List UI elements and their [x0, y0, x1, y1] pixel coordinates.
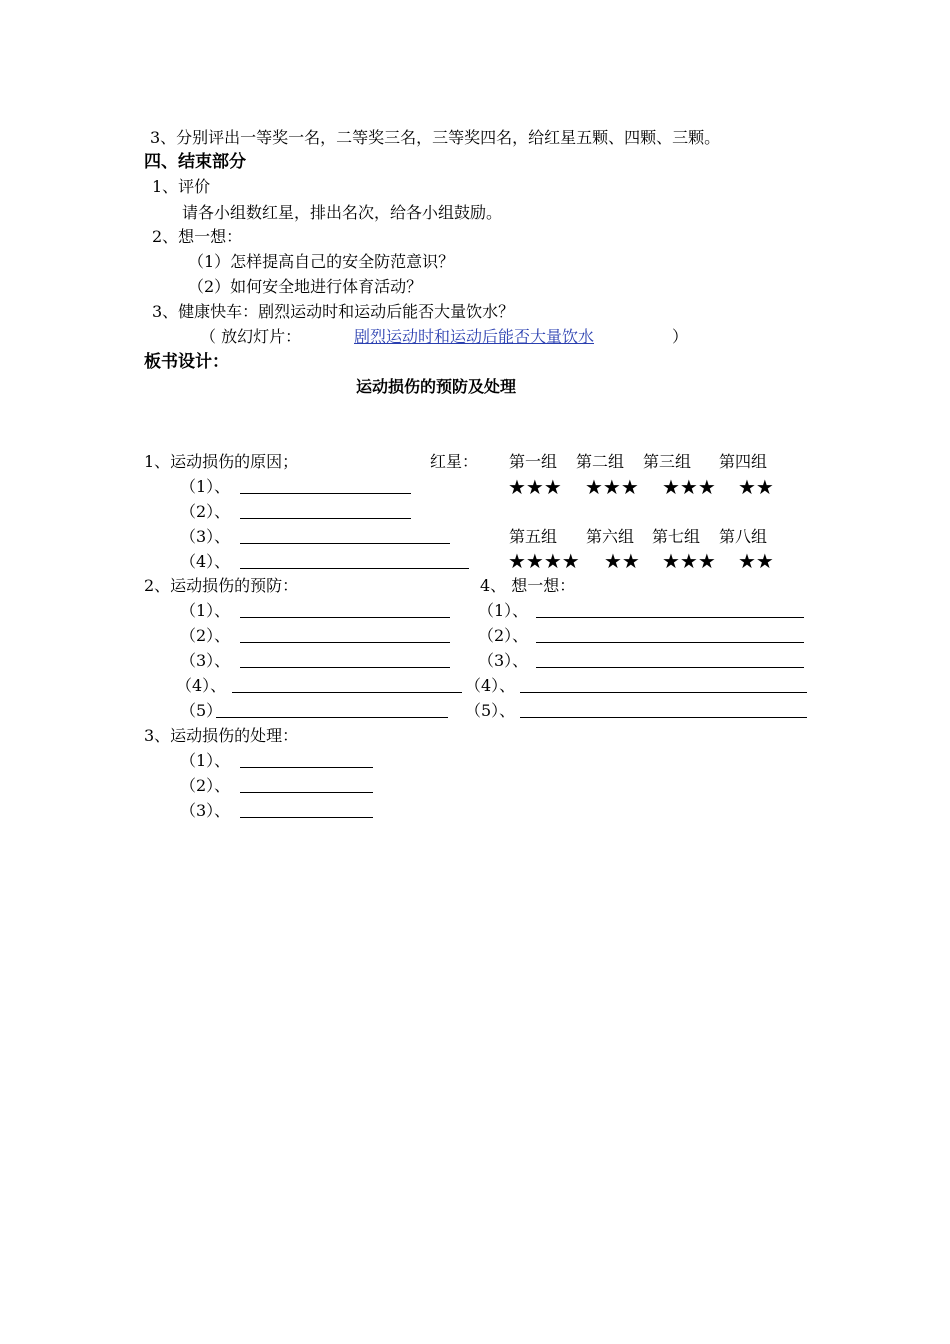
prevent-item-label: （3）、	[180, 651, 231, 670]
group-stars: ★★	[738, 475, 774, 499]
prevent-title: 2、运动损伤的预防：	[144, 576, 299, 595]
cause-blank[interactable]	[240, 493, 411, 494]
treat-item-label: （3）、	[180, 801, 231, 820]
prevent-item-label: （1）、	[180, 601, 231, 620]
prevent-item-label: （4）、	[176, 676, 227, 695]
think-title: 4、 想一想：	[480, 576, 576, 595]
group-stars: ★★	[604, 549, 640, 573]
group-label: 第八组	[719, 527, 768, 546]
prevent-item-label: （5）	[180, 701, 223, 720]
think-question-1: （1）怎样提高自己的安全防范意识？	[188, 252, 455, 271]
cause-blank[interactable]	[240, 518, 411, 519]
section-heading-ending: 四、结束部分	[144, 152, 246, 172]
prevent-blank[interactable]	[216, 717, 448, 718]
prevent-blank[interactable]	[240, 667, 450, 668]
cause-blank[interactable]	[240, 568, 469, 569]
cause-item-label: （1）、	[180, 477, 231, 496]
treat-blank[interactable]	[240, 767, 373, 768]
think-item-label: （2）、	[478, 626, 529, 645]
group-stars: ★★★★	[508, 549, 580, 573]
item-evaluation: 1、评价	[152, 177, 211, 196]
think-blank[interactable]	[536, 667, 804, 668]
item-think: 2、想一想：	[152, 227, 243, 246]
treat-item-label: （1）、	[180, 751, 231, 770]
cause-item-label: （3）、	[180, 527, 231, 546]
cause-blank[interactable]	[240, 543, 450, 544]
think-blank[interactable]	[536, 642, 804, 643]
board-heading: 运动损伤的预防及处理	[356, 377, 517, 396]
prevent-blank[interactable]	[240, 617, 450, 618]
prevent-blank[interactable]	[240, 642, 450, 643]
think-question-2: （2）如何安全地进行体育活动？	[188, 277, 423, 296]
treat-blank[interactable]	[240, 792, 373, 793]
group-label: 第三组	[643, 452, 692, 471]
think-blank[interactable]	[520, 692, 807, 693]
treat-blank[interactable]	[240, 817, 373, 818]
think-item-label: （1）、	[478, 601, 529, 620]
group-stars: ★★★	[662, 475, 716, 499]
slide-open-paren: （ 放幻灯片：	[200, 327, 302, 346]
cause-title: 1、运动损伤的原因；	[144, 452, 299, 471]
slide-link[interactable]: 剧烈运动时和运动后能否大量饮水	[354, 327, 595, 346]
group-label: 第二组	[576, 452, 625, 471]
group-label: 第一组	[509, 452, 558, 471]
item-evaluation-desc: 请各小组数红星，排出名次，给各小组鼓励。	[182, 203, 503, 222]
treat-title: 3、运动损伤的处理：	[144, 726, 299, 745]
group-stars: ★★★	[508, 475, 562, 499]
board-design-title: 板书设计：	[144, 352, 229, 372]
slide-close-paren: ）	[672, 327, 689, 346]
group-stars: ★★	[738, 549, 774, 573]
cause-item-label: （4）、	[180, 552, 231, 571]
think-blank[interactable]	[520, 717, 807, 718]
think-item-label: （3）、	[478, 651, 529, 670]
item-health-express: 3、健康快车：剧烈运动时和运动后能否大量饮水？	[152, 302, 515, 321]
cause-item-label: （2）、	[180, 502, 231, 521]
group-label: 第五组	[509, 527, 558, 546]
treat-item-label: （2）、	[180, 776, 231, 795]
group-label: 第六组	[586, 527, 635, 546]
group-stars: ★★★	[662, 549, 716, 573]
prevent-item-label: （2）、	[180, 626, 231, 645]
group-label: 第七组	[652, 527, 701, 546]
group-label: 第四组	[719, 452, 768, 471]
think-blank[interactable]	[536, 617, 804, 618]
prevent-blank[interactable]	[232, 692, 462, 693]
red-star-label: 红星：	[430, 452, 479, 471]
think-item-label: （4）、	[465, 676, 516, 695]
think-item-label: （5）、	[465, 701, 516, 720]
award-rule-line: 3、分别评出一等奖一名，二等奖三名，三等奖四名，给红星五颗、四颗、三颗。	[150, 128, 721, 147]
group-stars: ★★★	[585, 475, 639, 499]
